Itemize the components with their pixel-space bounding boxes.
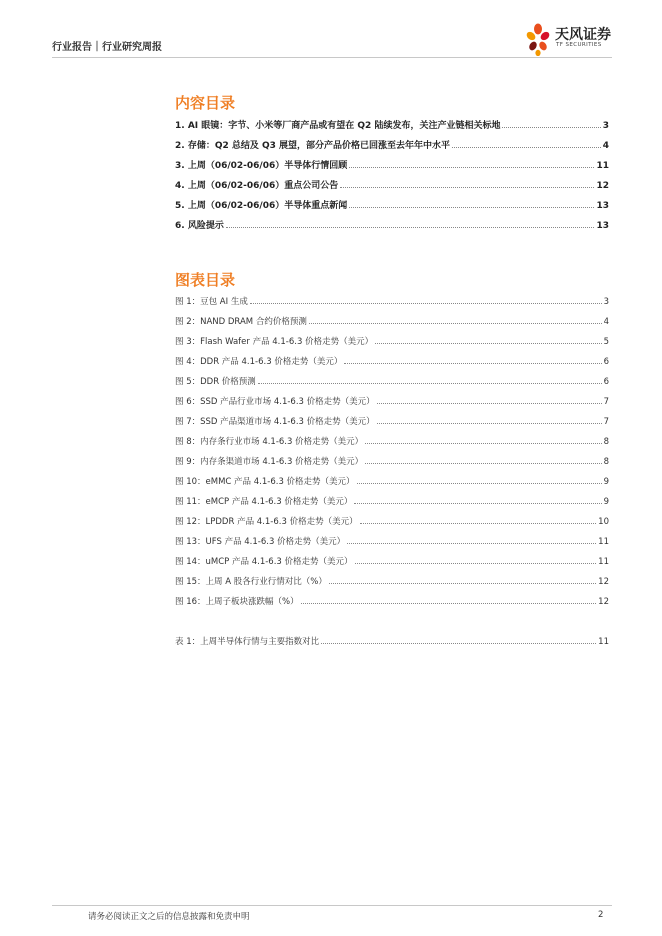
logo-name-cn: 天风证券 <box>555 27 611 43</box>
figure-item[interactable] <box>175 595 609 615</box>
figure-item-page: 7 <box>603 397 609 407</box>
figure-item-label: 图 11：eMCP 产品 4.1-6.3 价格走势（美元） <box>175 497 353 507</box>
dot-leader <box>250 303 602 304</box>
figure-item-label: 图 2：NAND DRAM 合约价格预测 <box>175 317 307 327</box>
table-list <box>175 635 609 655</box>
dot-leader <box>258 383 602 384</box>
report-category: 行业报告｜行业研究周报 <box>52 42 162 53</box>
dot-leader <box>329 583 596 584</box>
dot-leader <box>301 603 597 604</box>
dot-leader <box>452 147 601 148</box>
toc-item[interactable] <box>175 118 609 138</box>
figure-item[interactable] <box>175 395 609 415</box>
figure-item[interactable] <box>175 295 609 315</box>
dot-leader <box>344 363 601 364</box>
figure-item-page: 3 <box>603 297 609 307</box>
figure-item-label: 图 14：uMCP 产品 4.1-6.3 价格走势（美元） <box>175 557 353 567</box>
footer-divider <box>52 905 612 906</box>
toc-item[interactable] <box>175 178 609 198</box>
figures-title: 图表目录 <box>175 271 236 289</box>
toc-list <box>175 118 609 238</box>
table-item-page: 11 <box>598 637 609 647</box>
figure-item-label: 图 12：LPDDR 产品 4.1-6.3 价格走势（美元） <box>175 517 358 527</box>
dot-leader <box>226 227 595 228</box>
logo-name-en: TF SECURITIES <box>556 42 602 48</box>
toc-item-label: 4. 上周（06/02-06/06）重点公司公告 <box>175 181 339 191</box>
toc-item-label: 5. 上周（06/02-06/06）半导体重点新闻 <box>175 201 348 211</box>
table-item-label: 表 1：上周半导体行情与主要指数对比 <box>175 637 320 647</box>
dot-leader <box>340 187 594 188</box>
figure-item[interactable] <box>175 575 609 595</box>
figure-item[interactable] <box>175 315 609 335</box>
figure-item-label: 图 1：豆包 AI 生成 <box>175 297 248 307</box>
figure-item-page: 10 <box>598 517 609 527</box>
toc-item[interactable] <box>175 158 609 178</box>
dot-leader <box>321 643 596 644</box>
dot-leader <box>349 167 594 168</box>
figure-item-label: 图 13：UFS 产品 4.1-6.3 价格走势（美元） <box>175 537 346 547</box>
flower-logo-icon <box>522 22 554 56</box>
dot-leader <box>349 207 594 208</box>
dot-leader <box>347 543 596 544</box>
toc-item-page: 3 <box>602 121 609 131</box>
toc-item-label: 1. AI 眼镜：字节、小米等厂商产品或有望在 Q2 陆续发布，关注产业链相关标地 <box>175 121 501 131</box>
figure-item-label: 图 5：DDR 价格预测 <box>175 377 256 387</box>
toc-item-label: 2. 存储：Q2 总结及 Q3 展望，部分产品价格已回涨至去年年中水平 <box>175 141 451 151</box>
figure-list <box>175 295 609 615</box>
dot-leader <box>377 403 602 404</box>
dot-leader <box>377 423 602 424</box>
dot-leader <box>354 503 601 504</box>
figure-item[interactable] <box>175 555 609 575</box>
page-number: 2 <box>598 910 604 920</box>
figure-item-page: 11 <box>598 537 609 547</box>
toc-item-page: 11 <box>596 161 609 171</box>
figure-item[interactable] <box>175 475 609 495</box>
toc-item-label: 6. 风险提示 <box>175 221 224 231</box>
figure-item-label: 图 8：内存条行业市场 4.1-6.3 价格走势（美元） <box>175 437 364 447</box>
figure-item-label: 图 3：Flash Wafer 产品 4.1-6.3 价格走势（美元） <box>175 337 374 347</box>
figure-item-page: 7 <box>603 417 609 427</box>
toc-item[interactable] <box>175 218 609 238</box>
figure-item-page: 6 <box>603 377 609 387</box>
figure-item[interactable] <box>175 515 609 535</box>
figure-item[interactable] <box>175 335 609 355</box>
table-item[interactable] <box>175 635 609 655</box>
figure-item-label: 图 4：DDR 产品 4.1-6.3 价格走势（美元） <box>175 357 343 367</box>
figure-item-label: 图 7：SSD 产品渠道市场 4.1-6.3 价格走势（美元） <box>175 417 375 427</box>
toc-item-page: 13 <box>596 221 609 231</box>
toc-item-page: 13 <box>596 201 609 211</box>
figure-item[interactable] <box>175 375 609 395</box>
dot-leader <box>365 463 601 464</box>
figure-item-page: 8 <box>603 437 609 447</box>
figure-item-page: 5 <box>603 337 609 347</box>
figure-item[interactable] <box>175 415 609 435</box>
toc-item-page: 4 <box>602 141 609 151</box>
figure-item-page: 9 <box>603 477 609 487</box>
figure-item-page: 12 <box>598 577 609 587</box>
figure-item-label: 图 10：eMMC 产品 4.1-6.3 价格走势（美元） <box>175 477 355 487</box>
dot-leader <box>309 323 602 324</box>
footer-disclaimer: 请务必阅读正文之后的信息披露和免责申明 <box>88 912 250 922</box>
dot-leader <box>360 523 597 524</box>
figure-item-page: 4 <box>603 317 609 327</box>
figure-item-page: 8 <box>603 457 609 467</box>
dot-leader <box>355 563 597 564</box>
figure-item[interactable] <box>175 535 609 555</box>
figure-item[interactable] <box>175 355 609 375</box>
toc-item[interactable] <box>175 138 609 158</box>
dot-leader <box>375 343 601 344</box>
company-logo <box>522 22 612 56</box>
toc-title: 内容目录 <box>175 94 236 112</box>
dot-leader <box>502 127 600 128</box>
figure-item-page: 6 <box>603 357 609 367</box>
dot-leader <box>365 443 601 444</box>
figure-item-label: 图 9：内存条渠道市场 4.1-6.3 价格走势（美元） <box>175 457 364 467</box>
figure-item-page: 9 <box>603 497 609 507</box>
figure-item-label: 图 15：上周 A 股各行业行情对比（%） <box>175 577 327 587</box>
figure-item-label: 图 16：上周子板块涨跌幅（%） <box>175 597 299 607</box>
figure-item[interactable] <box>175 455 609 475</box>
figure-item[interactable] <box>175 495 609 515</box>
toc-item-page: 12 <box>596 181 609 191</box>
figure-item[interactable] <box>175 435 609 455</box>
dot-leader <box>357 483 602 484</box>
figure-item-page: 11 <box>598 557 609 567</box>
toc-item[interactable] <box>175 198 609 218</box>
figure-item-label: 图 6：SSD 产品行业市场 4.1-6.3 价格走势（美元） <box>175 397 375 407</box>
header-divider <box>52 57 612 58</box>
toc-item-label: 3. 上周（06/02-06/06）半导体行情回顾 <box>175 161 348 171</box>
figure-item-page: 12 <box>598 597 609 607</box>
